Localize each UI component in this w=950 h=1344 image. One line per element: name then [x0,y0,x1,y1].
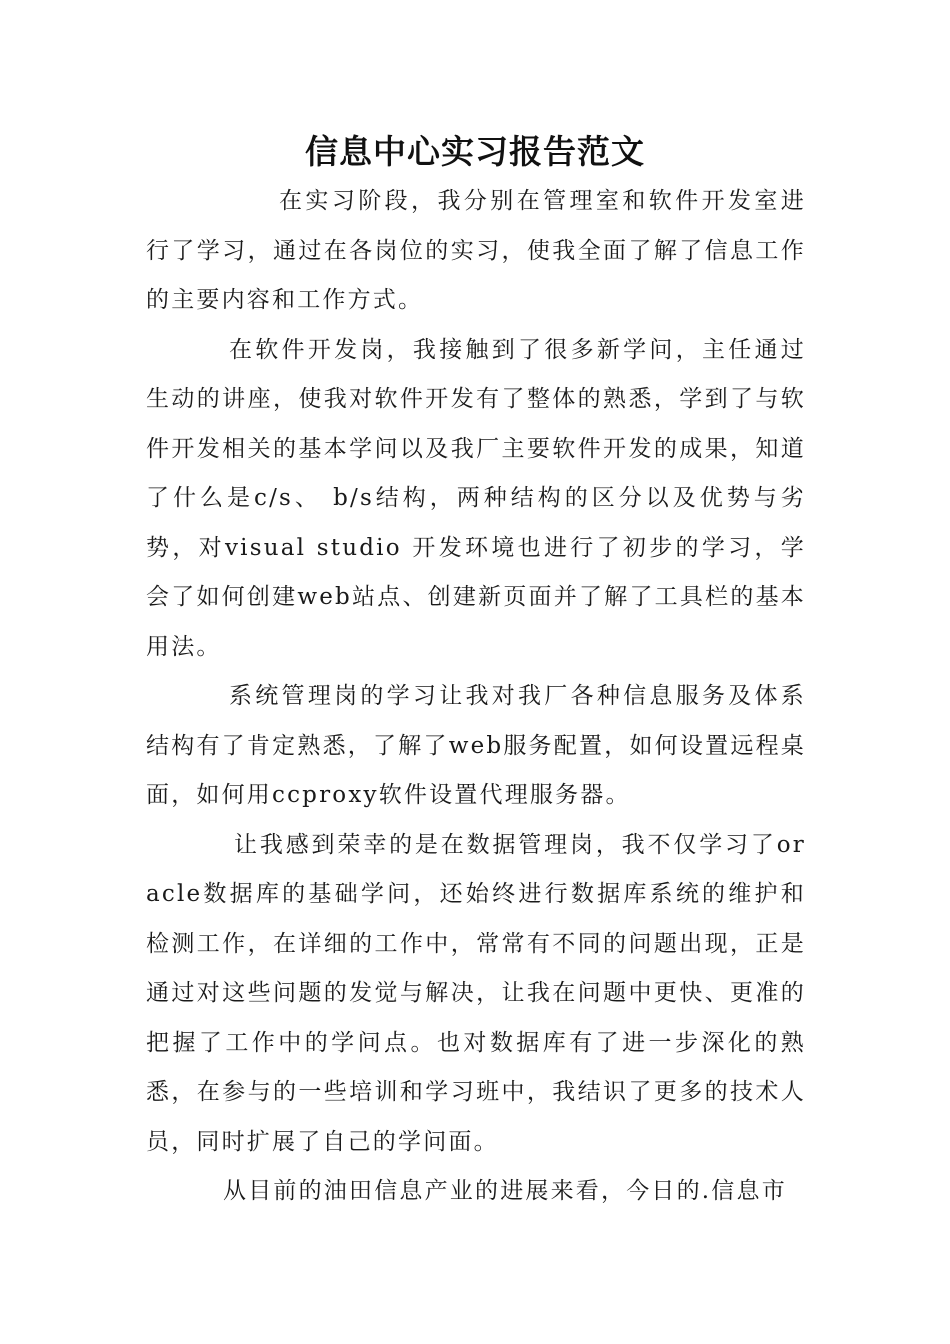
paragraph-data-management: 让我感到荣幸的是在数据管理岗，我不仅学习了oracle数据库的基础学问，还始终进行数据库系统的维护和检测工作，在详细的工作中，常常有不同的问题出现，正是通过对这些问题的发觉与解决，让我在问题中更快、更准的把握了工作中的学问点。也对数据库有了进一步深化的熟悉，在参与的一些培训和学习班中，我结识了更多的技术人员，同时扩展了自己的学问面。 [146,831,806,1155]
document-title: 信息中心实习报告范文 [305,132,645,171]
document-body [146,177,806,1217]
paragraph-internship-overview: 在实习阶段，我分别在管理室和软件开发室进行了学习，通过在各岗位的实习，使我全面了解了信息工作的主要内容和工作方式。 [146,188,806,313]
paragraph-software-development: 在软件开发岗，我接触到了很多新学问，主任通过生动的讲座，使我对软件开发有了整体的熟悉，学到了与软件开发相关的基本学问以及我厂主要软件开发的成果，知道了什么是c/s、 b/s结构，两种结构的区分以及优势与劣势，对visual studio 开发环境也进行了初步的学习，学会了如何创建web站点、创建新页面并了解了工具栏的基本用法。 [146,336,806,660]
paragraph-system-management: 系统管理岗的学习让我对我厂各种信息服务及体系结构有了肯定熟悉，了解了web服务配置，如何设置远程桌面，如何用ccproxy软件设置代理服务器。 [146,683,806,808]
paragraph-oilfield-industry: 从目前的油田信息产业的进展来看，今日的.信息市 [223,1178,787,1204]
